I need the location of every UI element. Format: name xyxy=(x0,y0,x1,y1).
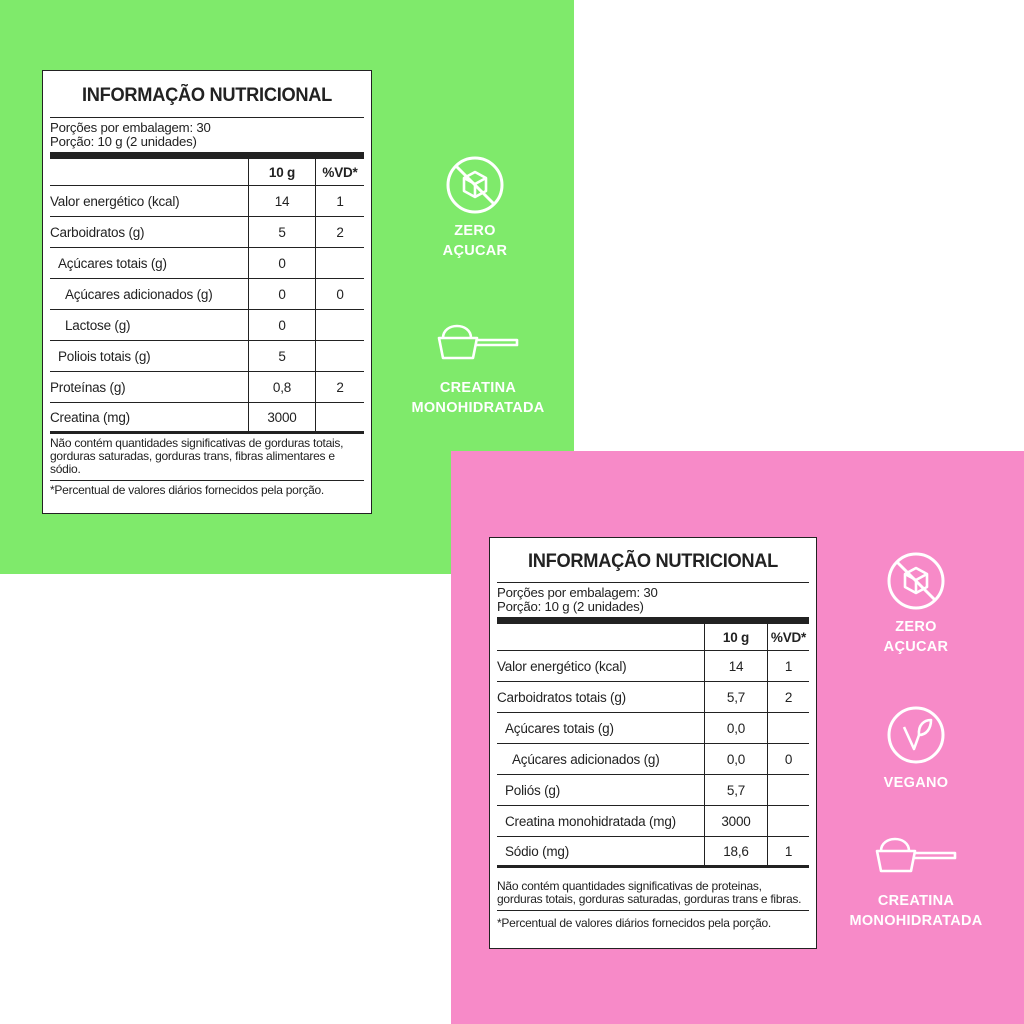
nutrient-vd: 1 xyxy=(768,837,810,867)
nutrient-vd xyxy=(768,806,810,837)
nutrient-name: Carboidratos totais (g) xyxy=(497,682,705,713)
scoop-icon xyxy=(871,831,961,877)
portion-size: Porção: 10 g (2 unidades) xyxy=(50,134,197,149)
col-vd-header: %VD* xyxy=(768,624,810,651)
col-amount-header: 10 g xyxy=(705,624,768,651)
nutrient-vd xyxy=(316,310,365,341)
thick-divider xyxy=(497,617,809,624)
nutrient-amount: 5,7 xyxy=(705,682,768,713)
nutrient-vd: 2 xyxy=(768,682,810,713)
table-row xyxy=(50,310,364,341)
nutrient-vd: 2 xyxy=(316,217,365,248)
portion-size: Porção: 10 g (2 unidades) xyxy=(497,599,644,614)
nutrient-name: Valor energético (kcal) xyxy=(50,186,249,217)
nutrition-table xyxy=(497,624,809,868)
table-row xyxy=(50,217,364,248)
servings-per-pack: Porções por embalagem: 30 xyxy=(497,585,658,600)
nutrient-amount: 5 xyxy=(249,341,316,372)
nutrient-amount: 5 xyxy=(249,217,316,248)
nutrient-vd: 1 xyxy=(768,651,810,682)
nutrient-vd xyxy=(316,341,365,372)
feature-zero-sugar xyxy=(856,551,976,657)
feature-line1: VEGANO xyxy=(883,775,949,791)
nutrient-amount: 18,6 xyxy=(705,837,768,867)
nutrient-amount: 14 xyxy=(705,651,768,682)
nutrient-name: Proteínas (g) xyxy=(50,372,249,403)
table-row xyxy=(497,744,809,775)
table-row xyxy=(497,837,809,867)
footnote-not-significant: Não contém quantidades significativas de proteinas, gorduras totais, gorduras saturadas, gorduras trans e fibras. xyxy=(497,879,802,906)
col-amount-header: 10 g xyxy=(249,159,316,186)
feature-line2: MONOHIDRATADA xyxy=(849,913,983,929)
servings-info xyxy=(497,582,809,617)
nutrient-name: Açúcares adicionados (g) xyxy=(50,279,249,310)
feature-line1: CREATINA xyxy=(877,893,955,909)
feature-creatine xyxy=(398,318,558,418)
nutrient-vd xyxy=(316,248,365,279)
nutrient-amount: 0 xyxy=(249,279,316,310)
nutrition-label-green xyxy=(42,70,372,514)
table-row xyxy=(497,775,809,806)
nutrient-amount: 0,0 xyxy=(705,713,768,744)
feature-vegan xyxy=(856,705,976,793)
table-row xyxy=(497,806,809,837)
feature-line1: ZERO xyxy=(895,619,937,635)
nutrition-table xyxy=(50,159,364,434)
nutrient-vd: 0 xyxy=(768,744,810,775)
nutrient-amount: 5,7 xyxy=(705,775,768,806)
table-row xyxy=(497,651,809,682)
feature-zero-sugar xyxy=(415,155,535,261)
table-row xyxy=(50,372,364,403)
nutrient-name: Açúcares adicionados (g) xyxy=(497,744,705,775)
feature-line1: ZERO xyxy=(454,223,496,239)
nutrient-name: Creatina (mg) xyxy=(50,403,249,433)
table-header-row xyxy=(497,624,809,651)
nutrient-name: Lactose (g) xyxy=(50,310,249,341)
label-title: INFORMAÇÃO NUTRICIONAL xyxy=(527,551,779,572)
nutrient-vd xyxy=(768,775,810,806)
nutrient-amount: 0,0 xyxy=(705,744,768,775)
table-header-row xyxy=(50,159,364,186)
feature-line1: CREATINA xyxy=(439,380,517,396)
nutrient-vd: 2 xyxy=(316,372,365,403)
vegan-leaf-icon xyxy=(886,705,946,765)
label-title: INFORMAÇÃO NUTRICIONAL xyxy=(81,85,333,106)
table-row xyxy=(50,279,364,310)
pink-product-panel xyxy=(451,451,1024,1024)
nutrient-amount: 0,8 xyxy=(249,372,316,403)
nutrition-label-pink xyxy=(489,537,817,949)
nutrient-amount: 3000 xyxy=(249,403,316,433)
nutrient-name: Sódio (mg) xyxy=(497,837,705,867)
feature-creatine xyxy=(836,831,996,931)
nutrient-vd: 0 xyxy=(316,279,365,310)
table-row xyxy=(497,713,809,744)
nutrient-name: Carboidratos (g) xyxy=(50,217,249,248)
no-sugar-icon xyxy=(886,551,946,611)
feature-line2: AÇUCAR xyxy=(442,243,508,259)
nutrient-amount: 0 xyxy=(249,310,316,341)
nutrient-name: Valor energético (kcal) xyxy=(497,651,705,682)
footnote-percent-daily: *Percentual de valores diários fornecidos pela porção. xyxy=(50,480,364,501)
servings-info xyxy=(50,117,364,152)
feature-line2: AÇUCAR xyxy=(883,639,949,655)
table-row xyxy=(50,403,364,433)
nutrient-amount: 3000 xyxy=(705,806,768,837)
footnote-percent-daily: *Percentual de valores diários fornecidos pela porção. xyxy=(497,910,809,934)
table-row xyxy=(50,186,364,217)
no-sugar-icon xyxy=(445,155,505,215)
scoop-icon xyxy=(433,318,523,364)
col-vd-header: %VD* xyxy=(316,159,365,186)
nutrient-amount: 14 xyxy=(249,186,316,217)
thick-divider xyxy=(50,152,364,159)
nutrient-vd xyxy=(768,713,810,744)
table-row xyxy=(50,341,364,372)
servings-per-pack: Porções por embalagem: 30 xyxy=(50,120,211,135)
feature-line2: MONOHIDRATADA xyxy=(411,400,545,416)
nutrient-name: Açúcares totais (g) xyxy=(50,248,249,279)
nutrient-name: Creatina monohidratada (mg) xyxy=(497,806,705,837)
nutrient-name: Açúcares totais (g) xyxy=(497,713,705,744)
nutrient-vd: 1 xyxy=(316,186,365,217)
table-row xyxy=(497,682,809,713)
table-row xyxy=(50,248,364,279)
footnote-not-significant: Não contém quantidades significativas de gorduras totais, gorduras saturadas, gorduras trans, fibras alimentares e sódio. xyxy=(50,436,344,476)
nutrient-vd xyxy=(316,403,365,433)
nutrient-name: Poliois totais (g) xyxy=(50,341,249,372)
nutrient-name: Poliós (g) xyxy=(497,775,705,806)
nutrient-amount: 0 xyxy=(249,248,316,279)
